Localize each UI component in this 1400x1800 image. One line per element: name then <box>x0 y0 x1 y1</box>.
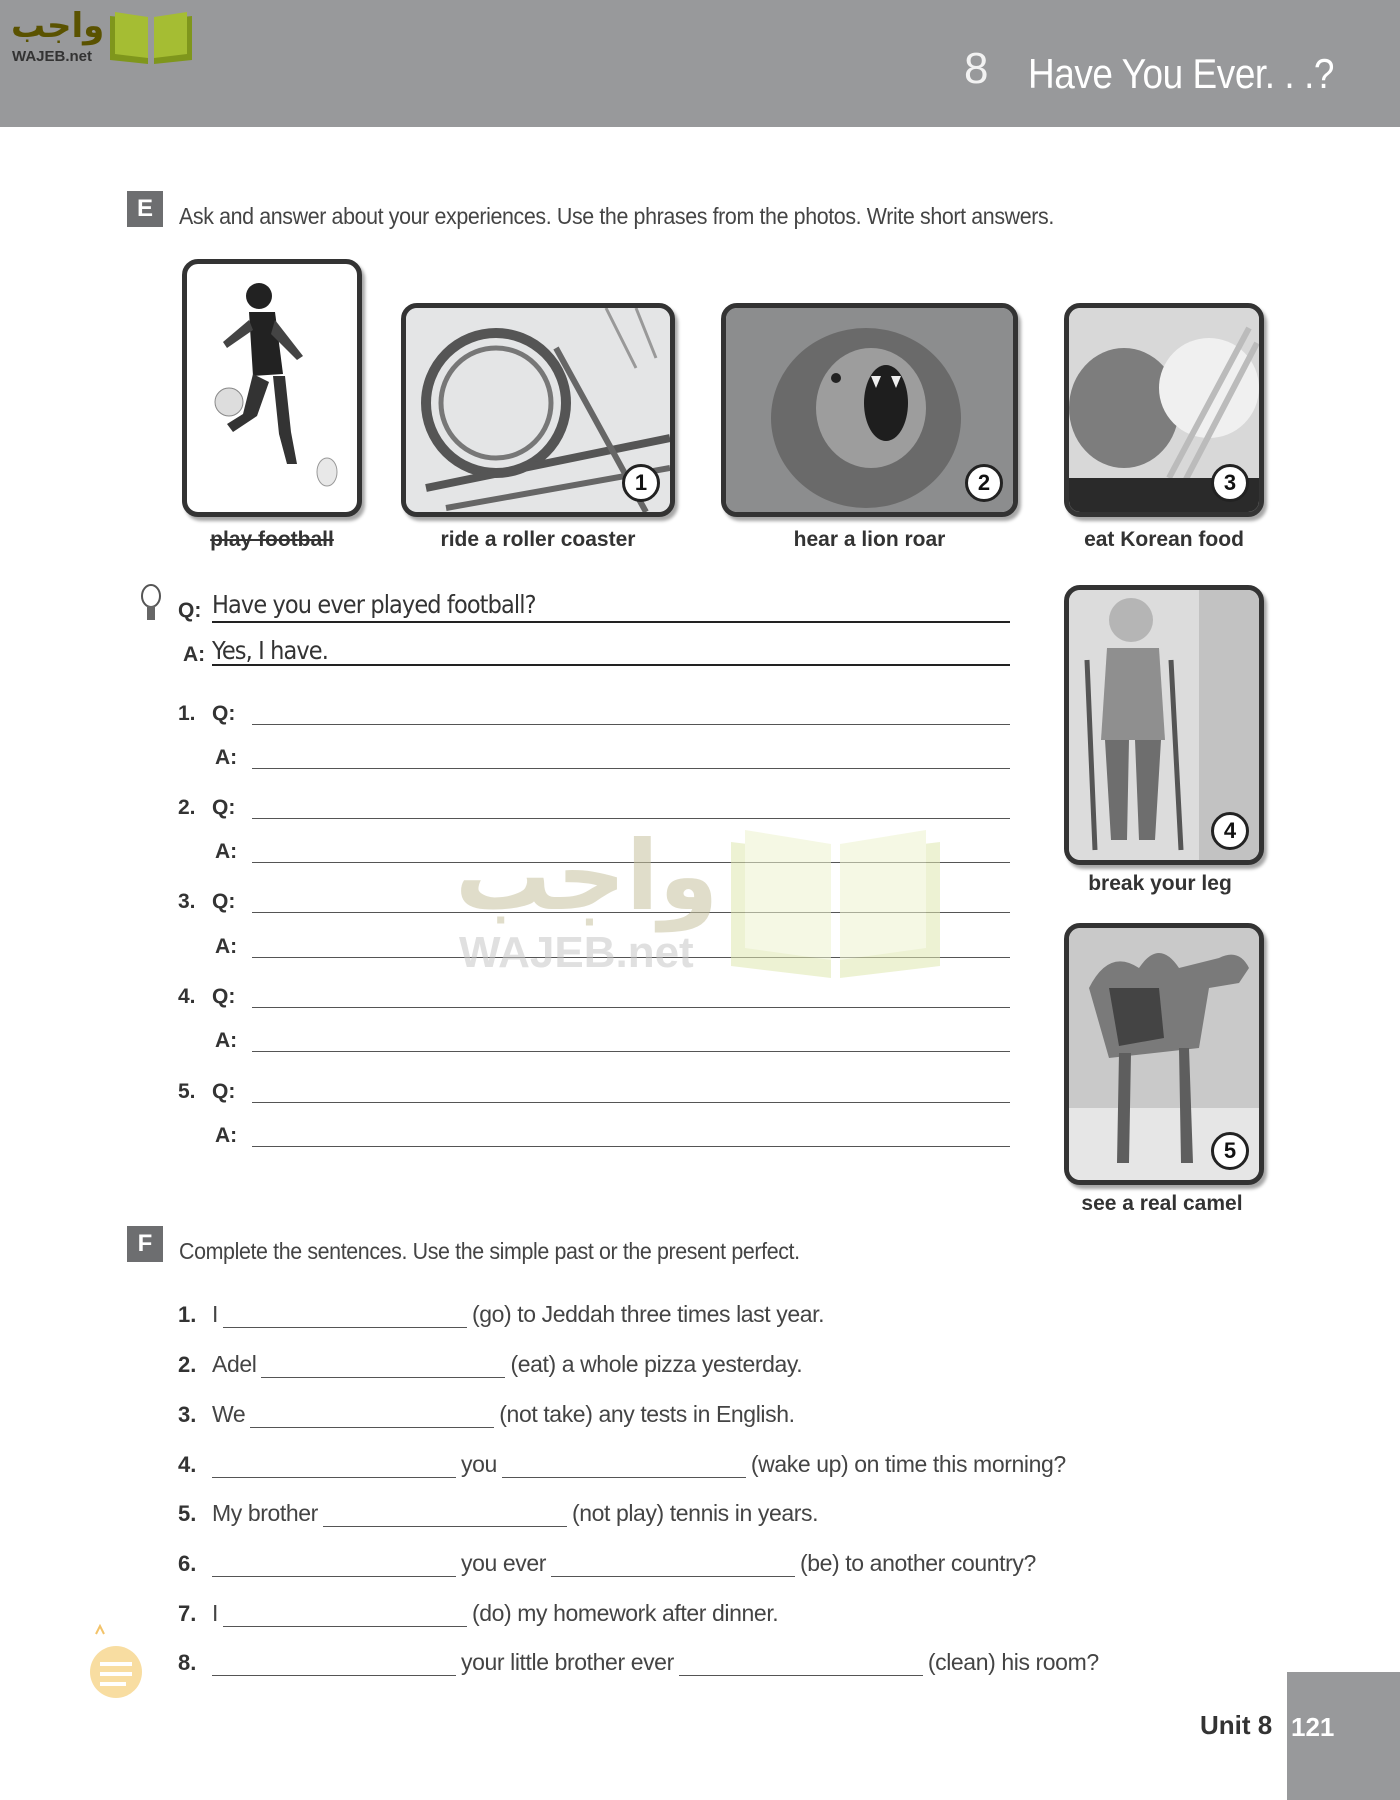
book-icon <box>723 820 948 980</box>
example-q-label: Q: <box>178 599 202 622</box>
section-e-marker: E <box>127 191 163 227</box>
answer-blank[interactable] <box>223 1602 467 1627</box>
emblem-icon <box>86 1624 148 1704</box>
footer-unit-label: Unit 8 <box>1200 1710 1273 1740</box>
caption-korean-food: eat Korean food <box>1084 528 1244 551</box>
answer-blank[interactable] <box>212 1651 456 1676</box>
f-item-6: 6. you ever (be) to another country? <box>178 1550 1036 1576</box>
f-item-7: 7. I (do) my homework after dinner. <box>178 1600 779 1626</box>
answer-line[interactable] <box>252 1051 1010 1052</box>
section-e-instruction: Ask and answer about your experiences. Use the phrases from the photos. Write short answers. <box>179 203 1054 229</box>
answer-line[interactable] <box>252 818 1010 819</box>
caption-play-football: play football <box>210 528 334 551</box>
photo-badge-2: 2 <box>965 464 1003 502</box>
photo-play-football <box>182 259 362 517</box>
photo-camel <box>1064 923 1264 1185</box>
f-item-2: 2. Adel (eat) a whole pizza yesterday. <box>178 1351 803 1377</box>
f-item-4: 4. you (wake up) on time this morning? <box>178 1451 1066 1477</box>
section-f-marker: F <box>127 1226 163 1262</box>
answer-blank[interactable] <box>502 1453 746 1478</box>
watermark: واجب WAJEB.net <box>455 820 955 980</box>
page-number: 121 <box>1291 1712 1335 1742</box>
answer-blank[interactable] <box>261 1353 505 1378</box>
page-header <box>0 0 1400 127</box>
example-answer: Yes, I have. <box>212 636 328 665</box>
photo-korean-food <box>1064 303 1264 517</box>
unit-number: 8 <box>964 44 989 93</box>
caption-see-camel: see a real camel <box>1081 1192 1243 1215</box>
book-icon <box>106 8 196 66</box>
lightbulb-icon <box>140 584 162 624</box>
soccer-player-icon <box>187 264 357 512</box>
photo-lion <box>721 303 1018 517</box>
f-item-3: 3. We (not take) any tests in English. <box>178 1401 795 1427</box>
example-question: Have you ever played football? <box>212 590 536 619</box>
answer-blank[interactable] <box>323 1502 567 1527</box>
photo-badge-3: 3 <box>1211 464 1249 502</box>
photo-roller-coaster <box>401 303 675 517</box>
logo-latin: WAJEB.net <box>12 48 93 65</box>
answer-blank[interactable] <box>223 1303 467 1328</box>
logo-arabic: واجب <box>11 6 105 46</box>
answer-blank[interactable] <box>212 1552 456 1577</box>
section-f-instruction: Complete the sentences. Use the simple past or the present perfect. <box>179 1238 800 1264</box>
site-logo[interactable] <box>8 6 198 68</box>
answer-blank[interactable] <box>250 1403 494 1428</box>
example-a-label: A: <box>183 643 206 666</box>
photo-badge-5: 5 <box>1211 1132 1249 1170</box>
f-item-5: 5. My brother (not play) tennis in years. <box>178 1500 819 1526</box>
answer-line[interactable] <box>252 1007 1010 1008</box>
answer-line[interactable] <box>252 724 1010 725</box>
caption-roller-coaster: ride a roller coaster <box>440 528 636 551</box>
answer-blank[interactable] <box>551 1552 795 1577</box>
photo-badge-1: 1 <box>622 464 660 502</box>
answer-line[interactable] <box>252 768 1010 769</box>
answer-line[interactable] <box>252 1146 1010 1147</box>
photo-break-leg <box>1064 585 1264 865</box>
caption-lion-roar: hear a lion roar <box>793 528 946 551</box>
answer-blank[interactable] <box>679 1651 923 1676</box>
page-title: Have You Ever. . .? <box>1028 50 1335 97</box>
answer-blank[interactable] <box>212 1453 456 1478</box>
f-item-1: 1. I (go) to Jeddah three times last year. <box>178 1301 825 1327</box>
caption-break-leg: break your leg <box>1088 872 1232 895</box>
answer-line[interactable] <box>252 1102 1010 1103</box>
photo-badge-4: 4 <box>1211 812 1249 850</box>
f-item-8: 8. your little brother ever (clean) his room? <box>178 1649 1099 1675</box>
